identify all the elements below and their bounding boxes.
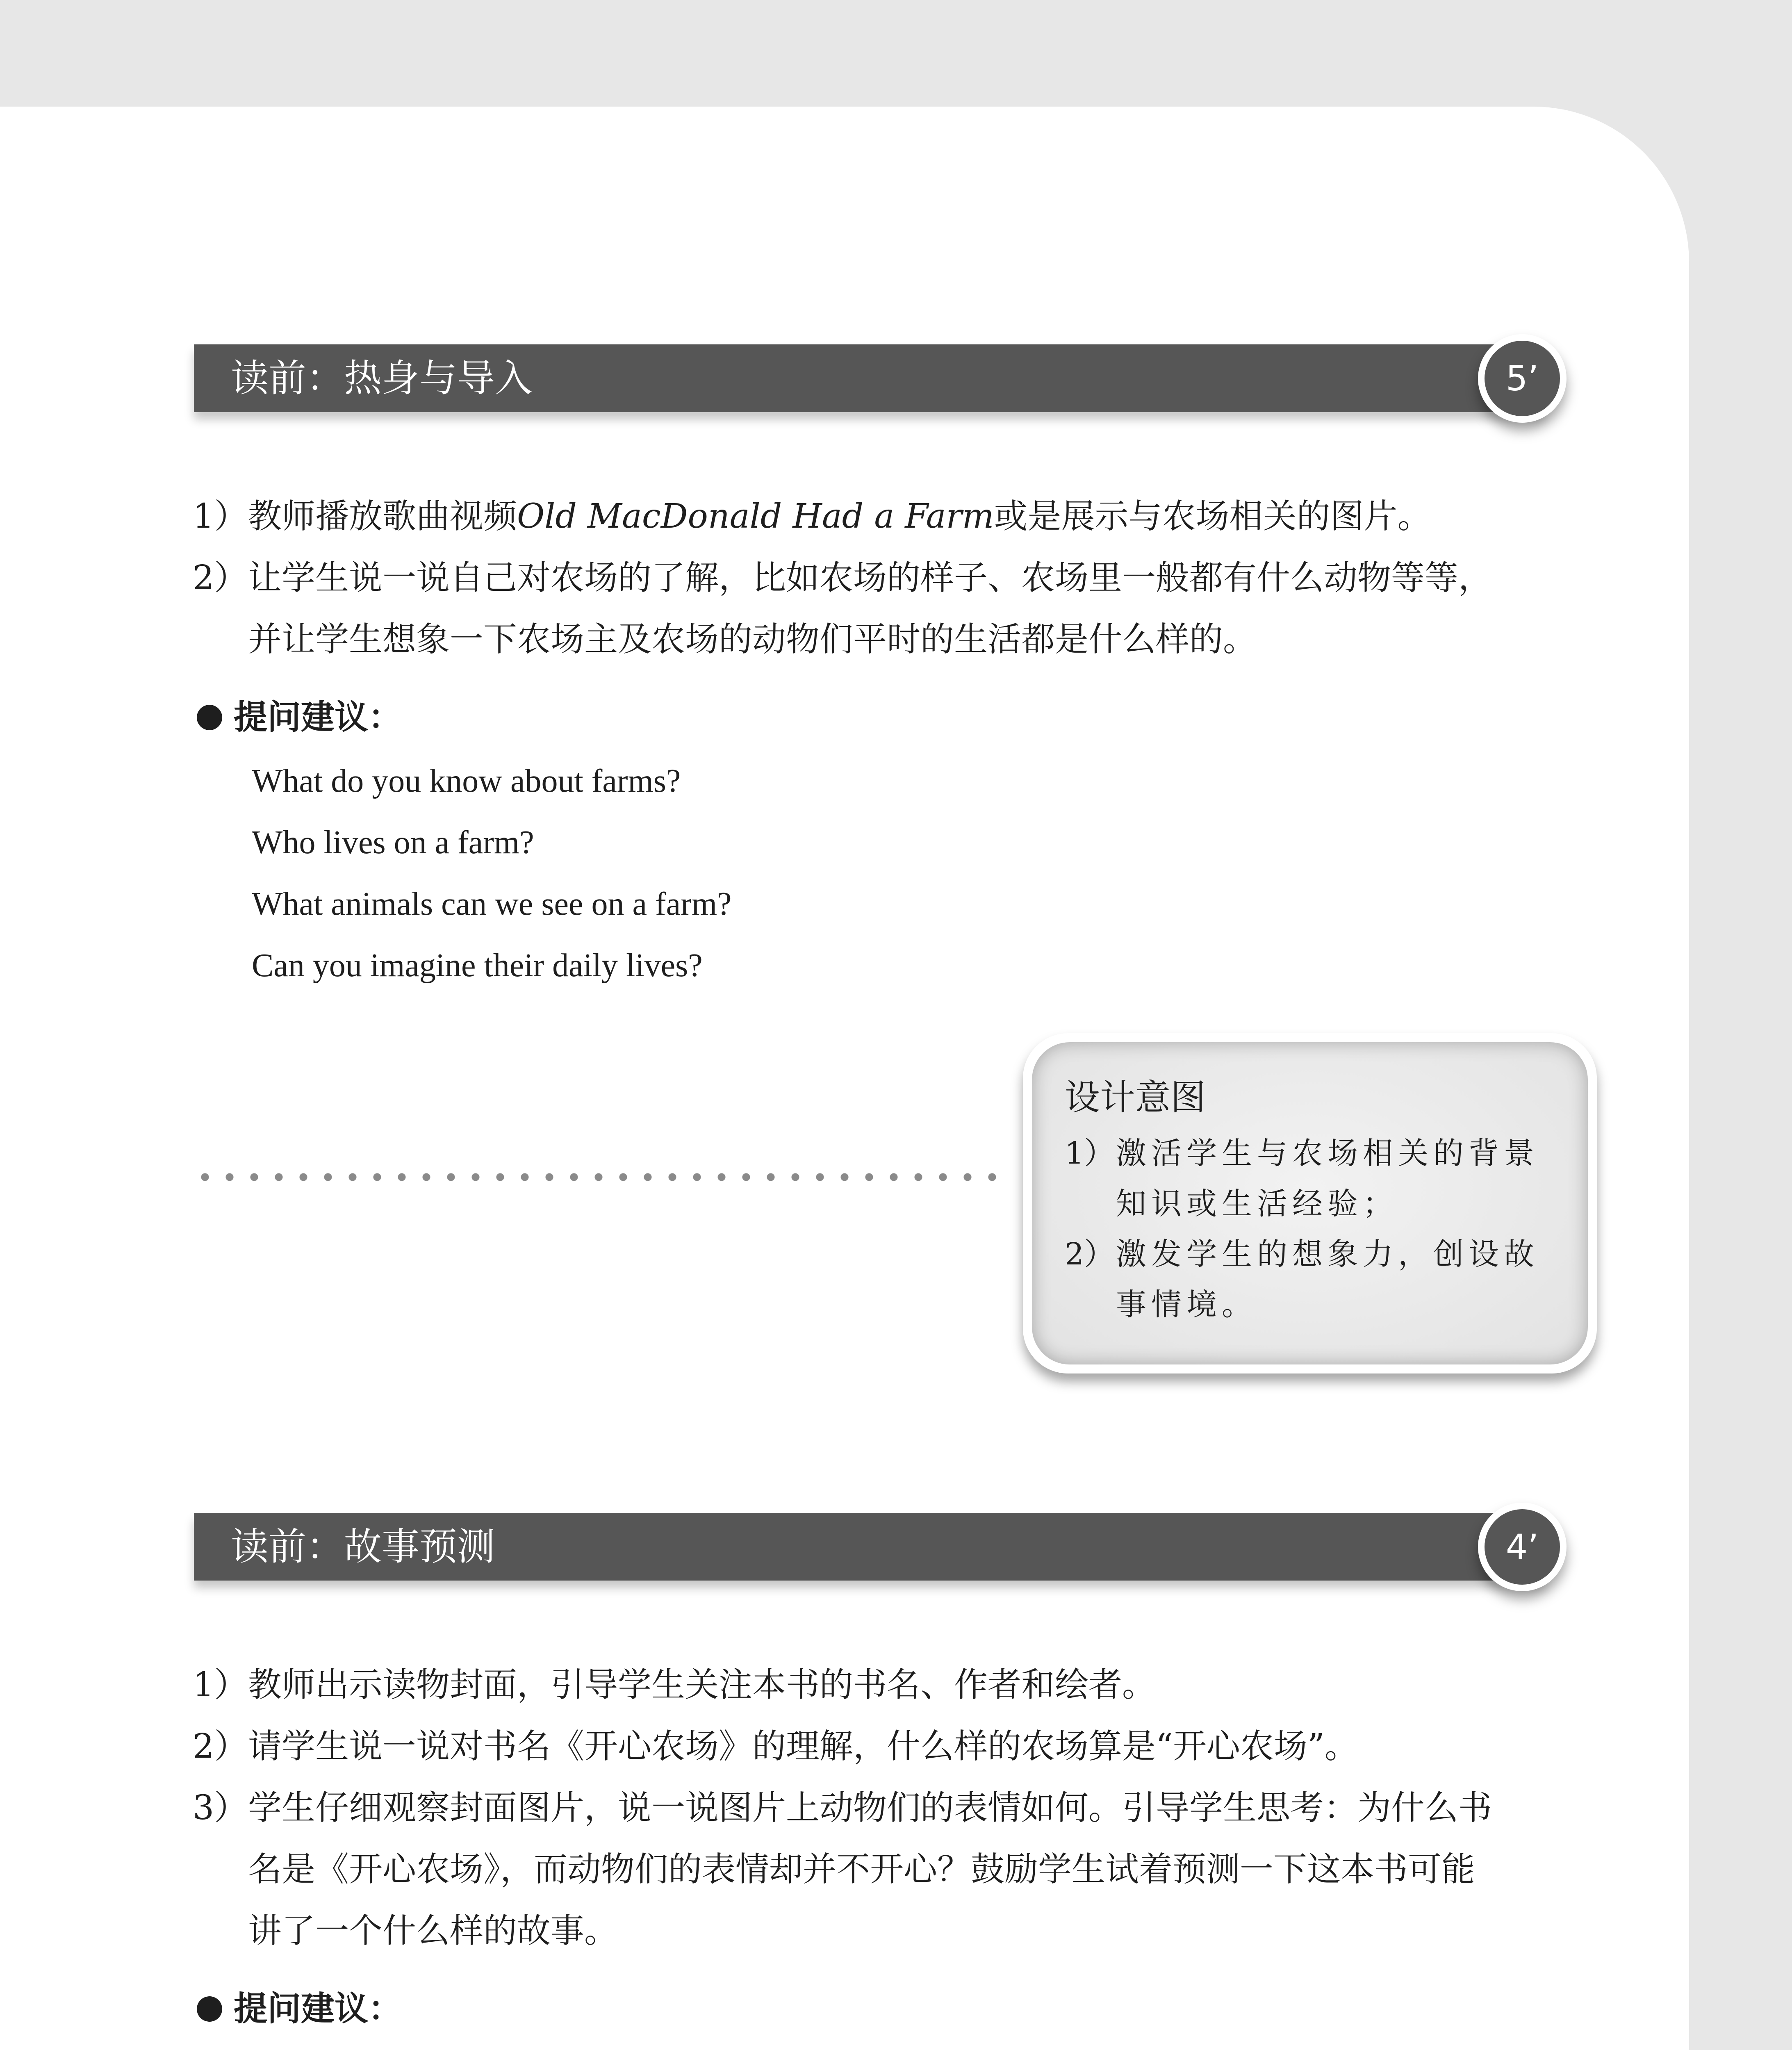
bullet-icon: [197, 1996, 222, 2022]
step-text: 教师出示读物封面，引导学生关注本书的书名、作者和绘者。: [248, 1665, 1156, 1704]
item-text-cont: 知识或生活经验；: [1116, 1186, 1398, 1221]
questions-label: 提问建议：: [234, 698, 402, 737]
section-title: 读前：故事预测: [231, 1525, 495, 1569]
item-text: 激发学生的想象力，创设故: [1116, 1237, 1539, 1272]
step-text-cont: 讲了一个什么样的故事。: [248, 1911, 618, 1950]
step-number: 1）: [193, 497, 248, 536]
question-item: Can you imagine their daily lives?: [252, 948, 703, 984]
section-header-prediction: [194, 1513, 1543, 1581]
time-badge: [1478, 334, 1567, 423]
step-2: [193, 547, 1619, 670]
time-label: 4’: [1505, 1527, 1539, 1567]
step-1: [193, 486, 1619, 547]
step-3: [193, 1777, 1619, 1962]
questions-label: 提问建议：: [234, 1989, 402, 2028]
step-number: 1）: [193, 1665, 248, 1704]
questions-heading: [197, 1984, 402, 2034]
design-intent-box: [1023, 1033, 1597, 1374]
design-intent-title: 设计意图: [1065, 1077, 1206, 1118]
time-label: 5’: [1505, 358, 1539, 399]
song-title: Old MacDonald Had a Farm: [517, 497, 994, 536]
item-text: 激活学生与农场相关的背景: [1116, 1136, 1539, 1171]
section-header-warmup: [194, 344, 1543, 412]
question-item: What do you know about farms?: [252, 763, 681, 799]
question-item: What animals can we see on a farm?: [252, 886, 732, 922]
time-badge: [1478, 1503, 1567, 1591]
step-text: 或是展示与农场相关的图片。: [994, 497, 1431, 536]
step-number: 2）: [193, 558, 248, 597]
step-text-cont: 名是《开心农场》，而动物们的表情却并不开心？鼓励学生试着预测一下这本书可能: [248, 1850, 1475, 1889]
questions-heading: [197, 693, 402, 742]
step-text: 教师播放歌曲视频: [248, 497, 517, 536]
section-title: 读前：热身与导入: [231, 356, 533, 400]
step-2: [193, 1716, 1619, 1777]
step-text: 学生仔细观察封面图片，说一说图片上动物们的表情如何。引导学生思考：为什么书: [248, 1788, 1492, 1827]
question-item: [252, 2042, 1087, 2050]
question-item: Who lives on a farm?: [252, 825, 534, 861]
step-text-cont: 并让学生想象一下农场主及农场的动物们平时的生活都是什么样的。: [248, 620, 1257, 659]
item-number: 2）: [1065, 1237, 1115, 1272]
design-intent-item: [1065, 1128, 1555, 1229]
dotted-connector: [193, 1173, 1013, 1182]
item-number: 1）: [1065, 1136, 1115, 1171]
step-text: 让学生说一说自己对农场的了解，比如农场的样子、农场里一般都有什么动物等等，: [248, 558, 1492, 597]
step-1: [193, 1654, 1619, 1716]
bullet-icon: [197, 705, 222, 730]
step-text: 请学生说一说对书名《开心农场》的理解，什么样的农场算是“开心农场”。: [248, 1727, 1358, 1766]
step-number: 2）: [193, 1727, 248, 1766]
step-number: 3）: [193, 1788, 248, 1827]
item-text-cont: 事情境。: [1116, 1287, 1257, 1322]
design-intent-item: [1065, 1229, 1555, 1330]
